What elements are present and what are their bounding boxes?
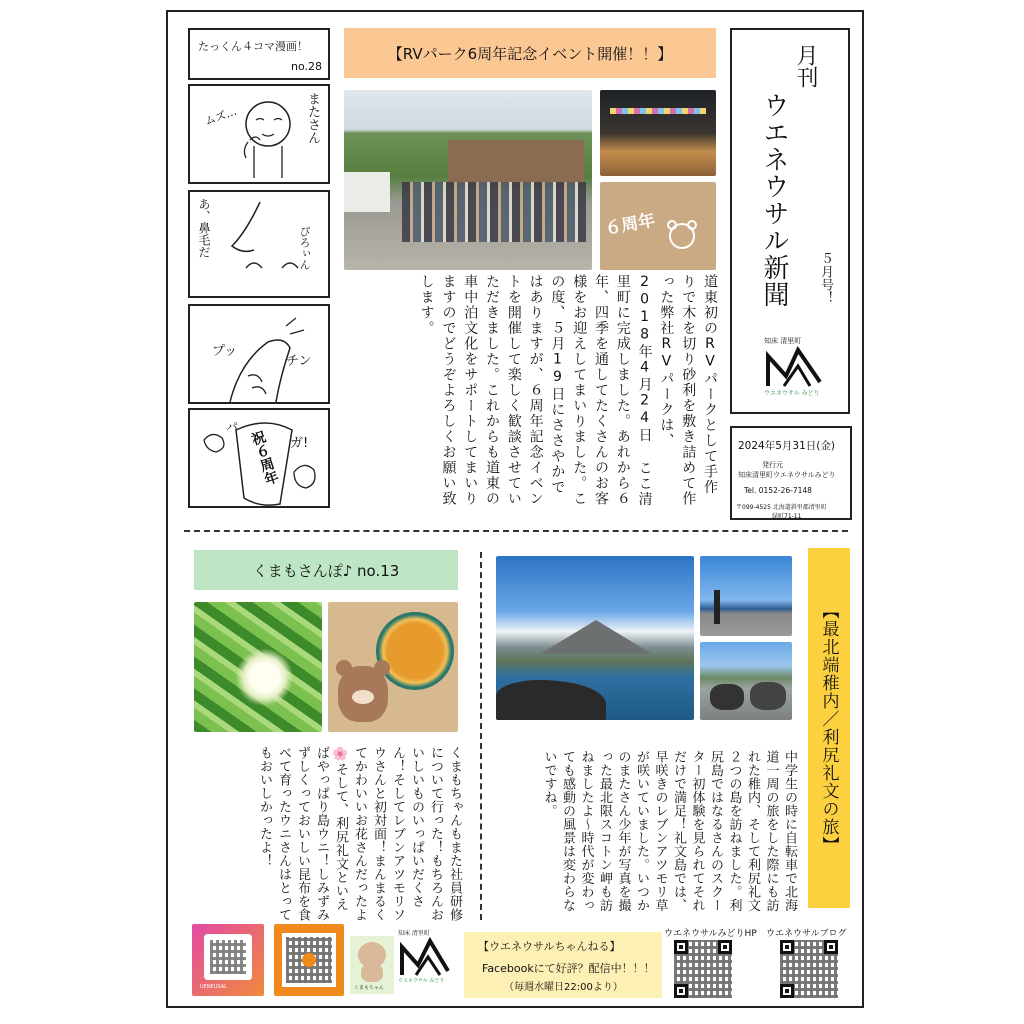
info-address-2: 緑町71-11 bbox=[772, 513, 802, 520]
hp-qr-corner-1 bbox=[674, 940, 688, 954]
manga-text-matasan: またさん bbox=[305, 92, 320, 144]
instagram-qr-pattern bbox=[210, 940, 246, 974]
manga-title-box bbox=[188, 28, 330, 80]
bear-character-card bbox=[350, 936, 394, 994]
event-banner: 【RVパーク6周年記念イベント開催！！】 bbox=[344, 28, 716, 78]
bear-character-body bbox=[361, 964, 383, 982]
event-sign-photo bbox=[600, 182, 716, 270]
masthead-logo bbox=[764, 336, 824, 402]
masthead-logo-top: 知床 清里町 bbox=[764, 337, 802, 345]
blog-qr[interactable] bbox=[780, 940, 838, 998]
footer-logo-top: 知床 清里町 bbox=[398, 930, 430, 937]
info-box bbox=[730, 426, 852, 520]
info-tel: Tel. 0152-26-7148 bbox=[744, 486, 812, 495]
instagram-qr[interactable] bbox=[204, 934, 252, 980]
kuma-bear-muzzle bbox=[352, 690, 374, 704]
kuma-uni-photo bbox=[328, 602, 458, 732]
section-divider bbox=[184, 530, 848, 532]
blog-label: ウエネウサルブログ bbox=[766, 929, 847, 939]
trip-scooter-2 bbox=[750, 682, 786, 710]
info-publisher: 知床清里町ウエネウサルみどり bbox=[738, 471, 836, 479]
masthead-logo-bottom: ウエネウサル みどり bbox=[764, 390, 820, 397]
manga-text-piroin: ぴろぃん bbox=[298, 226, 311, 270]
manga-number: no.28 bbox=[290, 60, 322, 73]
trip-scooter-photo bbox=[700, 642, 792, 720]
footer-logo bbox=[398, 928, 454, 994]
orange-qr-center bbox=[302, 953, 316, 967]
event-photo-lights bbox=[610, 108, 706, 114]
manga-panel-3 bbox=[188, 304, 330, 404]
channel-line-2: （毎週水曜日22:00より） bbox=[504, 982, 623, 993]
column-divider bbox=[480, 552, 482, 920]
orange-qr-card[interactable] bbox=[274, 924, 344, 996]
manga-panel-1 bbox=[188, 84, 330, 184]
trip-scooter-1 bbox=[710, 684, 744, 710]
manga-panel-2 bbox=[188, 190, 330, 298]
trip-mountain bbox=[540, 620, 652, 654]
kuma-uni-bowl bbox=[376, 612, 454, 690]
bear-doodle bbox=[662, 216, 702, 252]
info-date: 2024年5月31日(金) bbox=[738, 440, 835, 452]
event-photo-building bbox=[448, 140, 584, 186]
trip-rishiri-photo bbox=[496, 556, 694, 720]
masthead-title-1: 月刊 bbox=[793, 44, 818, 88]
event-body-text: 道東初のRVパークとして手作りで木を切り砂利を敷き詰めて作った弊社RVパークは、2018年4月24日 ここ清里町に完成しました。あれから６年、四季を通してたくさんのお客様をお迎えしてまいりました。この度、５月19日にささやかではありますが、６周年記念イベントを開催して楽しく歓談させていただきました。これからも道東の車中泊文化をサポートしてまいりますのでどうぞよろしくお願い致します。 bbox=[418, 274, 718, 507]
channel-title: 【ウエネウサルちゃんねる】 bbox=[478, 940, 621, 953]
manga-panel-4 bbox=[188, 408, 330, 508]
manga-text-chin: チン bbox=[286, 354, 312, 369]
instagram-caption: UENEUSAL bbox=[200, 984, 227, 990]
bear-caption: くまもちゃん bbox=[354, 985, 385, 991]
channel-box bbox=[464, 932, 662, 998]
kuma-bear-ear-right bbox=[374, 660, 390, 676]
manga-text-iwai: 祝６周年 bbox=[247, 428, 281, 488]
event-photo-people bbox=[402, 182, 586, 242]
orange-qr[interactable] bbox=[282, 933, 336, 987]
manga-text-muzu: ムズ… bbox=[202, 104, 239, 129]
kuma-body-text: くまもちゃんもまた社員研修について行った！もちろんおいしいものいっぱいだくさん！そしてレブンアツモリソウさんと初対面！まんまるくてかわいいお花さんだったよ🌸そして、利尻礼文といえばやっぱり島ウニ！しみずみずしくっておいしい昆布を食べて育ったウニさんはとってもおいしかったよ！ bbox=[257, 746, 462, 922]
masthead-box bbox=[730, 28, 850, 414]
manga-title: たっくん４コマ漫画！ bbox=[198, 40, 308, 53]
event-photo-car bbox=[344, 172, 390, 212]
hp-qr-corner-2 bbox=[718, 940, 732, 954]
trip-body-text: 中学生の時に自転車で北海道一周の旅をした際にも訪れた稚内、そして利尻礼文２つの島を訪ねました。利尻島ではなるさんのスクーター初体験を見られてそれだけで満足！礼文島では、早咲きのレブンアツモリ草が咲いていました。いつかのまたさん少年が写真を撮った最北限スコトン岬も訪ねましたよ～時代が変わっても感動の風景は変わらないですね。 bbox=[541, 750, 797, 912]
manga-text-hanage: あ、鼻毛だ bbox=[197, 198, 211, 258]
footer-logo-bottom: ウエネウサル みどり bbox=[398, 978, 445, 984]
trip-banner: 【最北端稚内／利尻礼文の旅】 bbox=[808, 548, 850, 908]
event-night-photo bbox=[600, 90, 716, 176]
blog-qr-corner-2 bbox=[824, 940, 838, 954]
masthead-issue: ５月号！ bbox=[818, 252, 833, 304]
footer-logo-mark bbox=[398, 937, 450, 977]
blog-qr-corner-1 bbox=[780, 940, 794, 954]
hp-qr[interactable] bbox=[674, 940, 732, 998]
hp-label: ウエネウサルみどりHP bbox=[664, 929, 757, 939]
kuma-bear-ear-left bbox=[336, 660, 352, 676]
manga-text-pu: プッ bbox=[212, 344, 238, 359]
channel-line-1: Facebookにて好評？配信中！！！ bbox=[482, 962, 655, 975]
masthead-title-2: ウエネウサル新聞 bbox=[759, 92, 789, 308]
kuma-flower-photo bbox=[194, 602, 322, 732]
newsletter-page bbox=[166, 10, 864, 1008]
info-address-1: 〒099-4525 北海道斜里郡清里町 bbox=[736, 504, 827, 511]
trip-cape-monument bbox=[714, 590, 720, 624]
instagram-qr-card[interactable] bbox=[192, 924, 264, 996]
kuma-banner: くまもさんぽ♪ no.13 bbox=[194, 550, 458, 590]
trip-rocks bbox=[496, 680, 606, 720]
blog-qr-corner-3 bbox=[780, 984, 794, 998]
manga-text-ga: ガ! bbox=[290, 436, 309, 451]
hp-qr-corner-3 bbox=[674, 984, 688, 998]
event-sign-text: ６周年 bbox=[603, 210, 657, 240]
manga-text-pa: パ bbox=[226, 420, 239, 434]
trip-cape-photo bbox=[700, 556, 792, 636]
masthead-logo-mark bbox=[764, 346, 822, 388]
info-publisher-label: 発行元 bbox=[762, 461, 783, 469]
event-group-photo bbox=[344, 90, 592, 270]
